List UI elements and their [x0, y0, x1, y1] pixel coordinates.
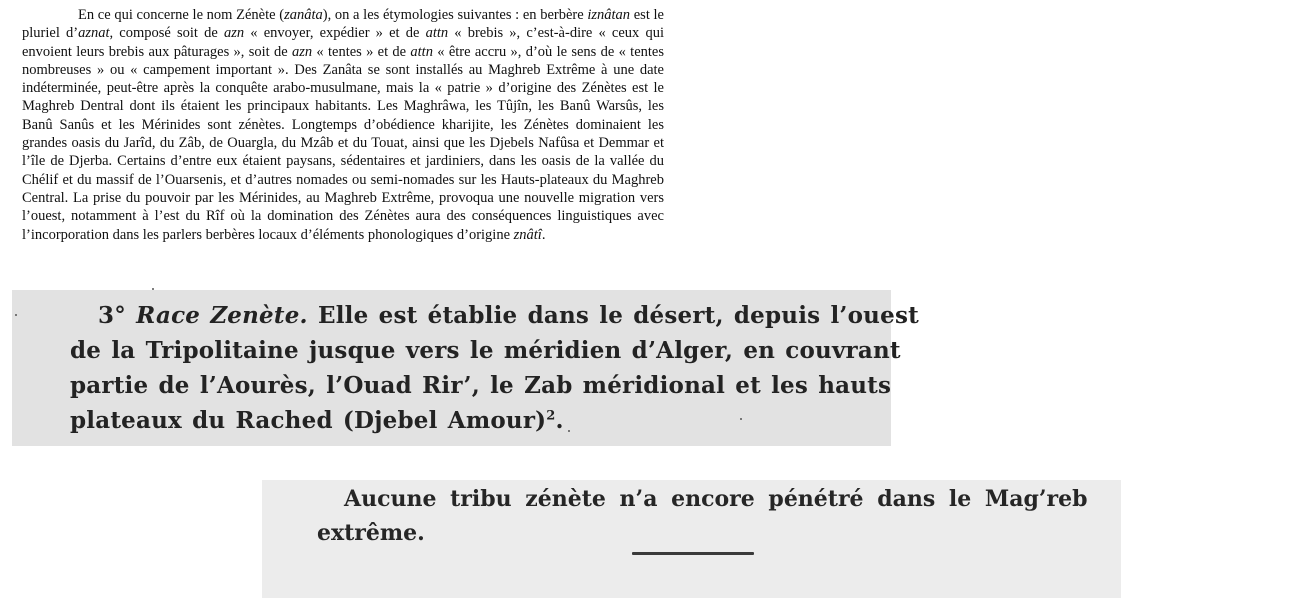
italic-term: attn — [410, 43, 433, 60]
italic-term: azn — [291, 43, 313, 60]
scanned-excerpt-1 — [12, 290, 919, 446]
italic-term: azn — [223, 25, 245, 42]
scanned-text — [317, 482, 1107, 550]
scan-line: de la Tripolitaine jusque vers le méridien d’Alger, en couvrant — [70, 337, 901, 364]
scan-line: Aucune tribu zénète n’a encore pénétré dans le Mag’reb — [344, 486, 1088, 512]
paragraph — [22, 6, 664, 244]
italic-term: znâtî — [513, 226, 542, 243]
text-run: . — [541, 226, 546, 243]
text-run: plateaux du Rached (Djebel Amour) — [70, 407, 547, 434]
text-run: Elle est établie dans le désert, depuis l’ouest — [307, 302, 919, 329]
scan-speck — [152, 288, 154, 290]
scan-line: partie de l’Aourès, l’Ouad Rir’, le Zab méridional et les hauts — [70, 372, 892, 399]
text-run: « brebis », c’est-à-dire « ceux qui envoient leurs brebis aux pâturages », soit de — [22, 25, 664, 60]
text-run: « être accru », d’où le sens de « tentes nombreuses » ou « campement important ». Des Zanâta se sont installés au Maghreb Extrême à une date indéterminée, peut-être après la conquête arabo-musulmane, mais la « patrie » d’origine des Zénètes est le Maghreb Dentral dont ils étaient les principaux habitants. Les Maghrâwa, les Tûjîn, les Banû Warsûs, les Banû Sanûs et les Mérinides sont zénètes. Longtemps d’obédience kharijite, les Zénètes dominaient les grandes oasis du Jarîd, du Zâb, de Ouargla, du Mzâb et du Touat, ainsi que les Djebels Nafûsa et Demmar et l’île de Djerba. Certains d’entre eux étaient paysans, sédentaires et jardiniers, dans les oasis de la vallée du Chélif et du massif de l’Ouarsenis, et d’autres nomades ou semi-nomades sur les Hauts-plateaux du Maghreb Central. La prise du pouvoir par les Mérinides, au Maghreb Extrême, provoqua une nouvelle migration vers l’ouest, notamment à l’est du Rîf où la domination des Zénètes aura des conséquences linguistiques avec l’incorporation dans les parlers berbères locaux d’éléments phonologiques d’origine — [22, 43, 664, 243]
text-run: ), on a les étymologies suivantes : en berbère — [322, 7, 588, 23]
italic-term: iznâtan — [587, 7, 631, 23]
separator-rule — [632, 552, 754, 555]
scanned-excerpt-2 — [262, 480, 1121, 598]
scanned-text — [70, 298, 919, 438]
section-heading: Race Zenète. — [136, 302, 308, 329]
italic-term: attn — [425, 25, 449, 42]
scan-line — [70, 403, 860, 438]
text-run: En ce qui concerne le nom Zénète ( — [78, 7, 285, 23]
footnote-marker: 2 — [546, 408, 556, 424]
scan-line — [70, 298, 919, 333]
section-number: 3° — [98, 302, 137, 329]
text-run: . — [555, 407, 564, 434]
italic-term: aznat — [78, 25, 110, 42]
italic-term: zanâta — [284, 7, 323, 23]
text-run: « envoyer, expédier » et de — [244, 25, 426, 42]
text-run: « tentes » et de — [312, 43, 411, 60]
text-run: est le pluriel d’ — [22, 7, 664, 42]
scan-speck — [15, 314, 17, 316]
text-run: , composé soit de — [109, 25, 224, 42]
scan-line: extrême. — [317, 520, 425, 546]
